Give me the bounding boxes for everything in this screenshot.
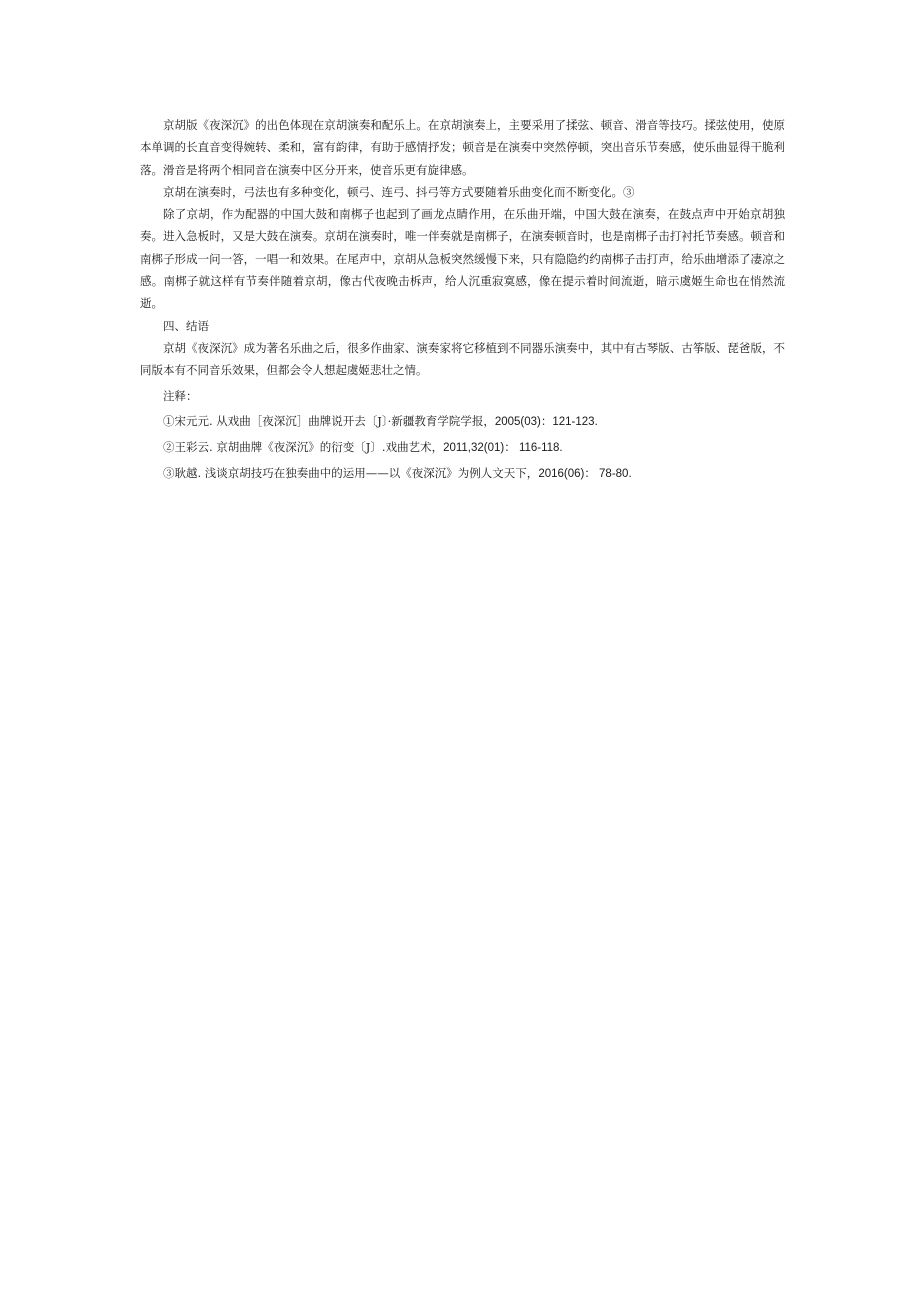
notes-list	[140, 409, 785, 487]
note-text: ②王彩云. 京胡曲牌《夜深沉》的衍变〔J〕.戏曲艺术，	[163, 440, 444, 455]
note-item	[140, 461, 785, 487]
note-pages: 2005(03)：121-123.	[494, 416, 598, 429]
paragraph-accompaniment: 除了京胡，作为配器的中国大鼓和南梆子也起到了画龙点睛作用，在乐曲开端，中国大鼓在演奏，在鼓点声中开始京胡独奏。进入急板时，又是大鼓在演奏。京胡在演奏时，唯一伴奏就是南梆子，在演奏顿音时，也是南梆子击打衬托节奏感。顿音和南梆子形成一问一答，一唱一和效果。在尾声中，京胡从急板突然缓慢下来，只有隐隐约约南梆子击打声，给乐曲增添了凄凉之感。南梆子就这样有节奏伴随着京胡，像古代夜晚击柝声，给人沉重寂寞感，像在提示着时间流逝，暗示虞姬生命也在悄然流逝。	[140, 207, 785, 311]
document-page	[140, 114, 785, 487]
paragraph-jinghu-performance: 京胡版《夜深沉》的出色体现在京胡演奏和配乐上。在京胡演奏上，主要采用了揉弦、顿音、滑音等技巧。揉弦使用，使原本单调的长直音变得婉转、柔和，富有韵律，有助于感情抒发；顿音是在演奏中突然停顿，突出音乐节奏感，使乐曲显得干脆利落。滑音是将两个相同音在演奏中区分开来，使音乐更有旋律感。	[140, 118, 785, 177]
note-item	[140, 435, 785, 461]
paragraph-bowing: 京胡在演奏时，弓法也有多种变化，顿弓、连弓、抖弓等方式要随着乐曲变化而不断变化。③	[163, 184, 635, 199]
paragraph-conclusion: 京胡《夜深沉》成为著名乐曲之后，很多作曲家、演奏家将它移植到不同器乐演奏中，其中有古琴版、古筝版、琵爸版，不同版本有不同音乐效果，但都会令人想起虞姬悲壮之情。	[140, 340, 785, 377]
note-pages: 2016(06)： 78-80.	[538, 468, 632, 481]
note-text: ③耿越. 浅谈京胡技巧在独奏曲中的运用——以《夜深沉》为例人文天下，	[163, 466, 539, 481]
notes-label: 注释：	[163, 389, 198, 404]
section-heading-conclusion: 四、结语	[163, 318, 209, 333]
note-pages: 2011,32(01)： 116-118.	[443, 442, 563, 455]
note-text: ①宋元元. 从戏曲［夜深沉］曲牌说开去〔J〕·新疆教育学院学报，	[163, 414, 495, 429]
note-item	[140, 409, 785, 435]
